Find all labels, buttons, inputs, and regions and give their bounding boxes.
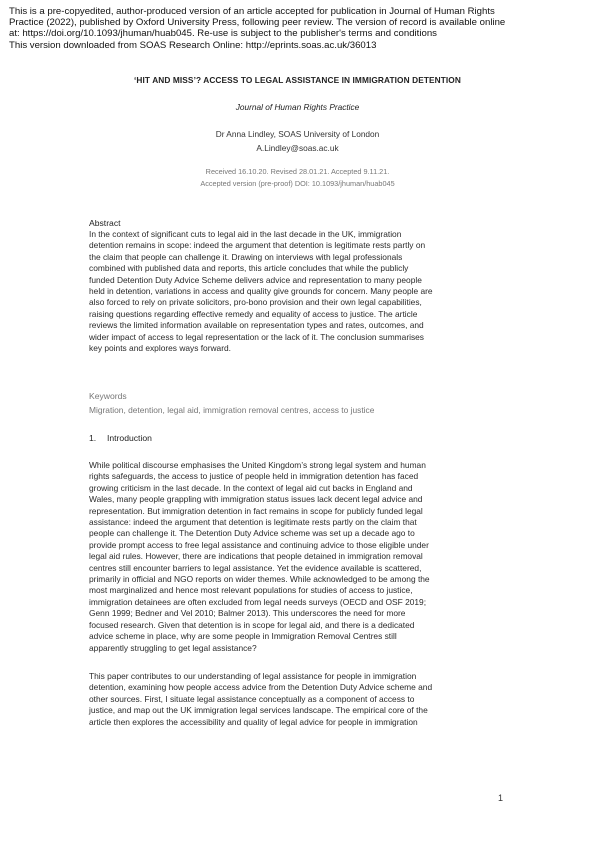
paragraph-line: representation. But immigration detention in fact remains in scope for publicly funded legal bbox=[89, 505, 423, 516]
journal-name: Journal of Human Rights Practice bbox=[235, 102, 360, 112]
abstract-line: In the context of significant cuts to legal aid in the last decade in the UK, immigration bbox=[89, 229, 402, 239]
notice-line: This version downloaded from SOAS Research Online: http://eprints.soas.ac.uk/36013 bbox=[9, 39, 377, 51]
page-number: 1 bbox=[498, 793, 504, 803]
abstract-line: key points and explores ways forward. bbox=[89, 343, 231, 354]
dates-line-1: Received 16.10.20. Revised 28.01.21. Accepted 9.11.21. bbox=[205, 167, 390, 176]
paragraph-line: justice, and map out the UK immigration legal services landscape. The empirical core of the bbox=[89, 705, 428, 716]
abstract-line: raising questions regarding effective remedy and equality of access to justice. The article bbox=[89, 308, 418, 319]
paragraph-line: people can challenge it. The Detention Duty Advice scheme was set up a decade ago to bbox=[89, 528, 415, 539]
paragraph-line: provide prompt access to free legal assistance and continuing advice to those eligible under bbox=[89, 539, 429, 550]
paragraph-line: growing criticism in the last decade. In the context of legal aid cut backs in England and bbox=[89, 482, 413, 493]
paragraph-line: detention, examining how people access advice from the Detention Duty Advice scheme and bbox=[89, 682, 433, 693]
paragraph-line: apparently struggling to get legal assistance? bbox=[89, 642, 257, 653]
abstract-line: the claim that people can challenge it. Drawing on interviews with legal professionals bbox=[89, 251, 403, 262]
abstract-line: combined with published data and reports, this article concludes that while the publicly bbox=[89, 263, 409, 274]
section-title: Introduction bbox=[107, 433, 152, 443]
abstract-line: held in detention, variations in access and quality give grounds for concern. Many people are bbox=[89, 286, 433, 297]
paragraph-line: advice scheme in place, why are some people in Immigration Removal Centres still bbox=[89, 631, 397, 642]
dates-line-2: Accepted version (pre-proof) DOI: 10.1093/jhuman/huab045 bbox=[200, 179, 395, 188]
notice-line: at: https://doi.org/10.1093/jhuman/huab045. Re-use is subject to the publisher's terms and conditions bbox=[9, 28, 437, 40]
copyright-notice bbox=[9, 6, 509, 51]
abstract-line: detention remains in scope: indeed the argument that detention is legitimate rests partly on bbox=[89, 240, 426, 251]
introduction-heading bbox=[89, 433, 152, 443]
section-number: 1. bbox=[89, 433, 97, 443]
paragraph-line: This paper contributes to our understanding of legal assistance for people in immigration bbox=[89, 671, 417, 681]
paragraph-line: most marginalized and hence most relevant populations for studies of access to justice, bbox=[89, 585, 413, 596]
paragraph-line: centres still encounter barriers to legal assistance. Yet the evidence available is scattered, bbox=[89, 562, 422, 573]
notice-line: This is a pre-copyedited, author-produced version of an article accepted for publication in Journal of Human Rights bbox=[9, 6, 495, 17]
article-title: ‘HIT AND MISS’? ACCESS TO LEGAL ASSISTANCE IN IMMIGRATION DETENTION bbox=[134, 75, 461, 85]
author-name: Dr Anna Lindley, SOAS University of London bbox=[215, 129, 380, 139]
abstract-line: funded Detention Duty Advice Scheme delivers advice and representation to many people bbox=[89, 274, 422, 285]
abstract-line: wider impact of access to legal representation or the lack of it. The conclusion summarises bbox=[89, 331, 424, 342]
keywords-text: Migration, detention, legal aid, immigration removal centres, access to justice bbox=[89, 405, 375, 415]
paragraph-line: While political discourse emphasises the United Kingdom’s strong legal system and human bbox=[89, 460, 426, 470]
abstract-line: also forced to rely on private solicitors, pro-bono provision and their own legal capabilities, bbox=[89, 297, 422, 308]
paragraph-line: Wales, many people grappling with immigration status issues lack decent legal advice and bbox=[89, 494, 423, 505]
notice-line: Practice (2022), published by Oxford University Press, following peer review. The version of record is available online bbox=[9, 17, 506, 29]
paragraph-line: immigration detainees are often excluded from legal needs surveys (OECD and OSF 2019; bbox=[89, 596, 427, 607]
paragraph-line: article then explores the accessibility and quality of legal advice for people in immigration bbox=[89, 716, 418, 727]
paragraph-line: assistance: indeed the argument that detention is legitimate rests partly on the claim that bbox=[89, 517, 417, 528]
author-email[interactable]: A.Lindley@soas.ac.uk bbox=[256, 143, 339, 153]
paragraph-line: Genn 1999; Bedner and Vel 2010; Balmer 2013). This underscores the need for more bbox=[89, 608, 406, 619]
paragraph-line: other sources. First, I situate legal assistance conceptually as a component of access to bbox=[89, 693, 415, 704]
paragraph-line: rights safeguards, the access to justice of people held in immigration detention has faced bbox=[89, 471, 419, 482]
author-block bbox=[0, 127, 595, 155]
abstract-text bbox=[89, 229, 509, 354]
article-dates bbox=[0, 166, 595, 190]
intro-paragraph-2 bbox=[89, 671, 509, 728]
paragraph-line: legal aid rules. However, there are indications that people detained in immigration removal bbox=[89, 551, 423, 562]
abstract-heading: Abstract bbox=[89, 218, 121, 228]
paragraph-line: focused research. Given that detention is in scope for legal aid, and there is a dedicated bbox=[89, 619, 415, 630]
paragraph-line: primarily in official and NGO reports on wider themes. While acknowledged to be among the bbox=[89, 574, 430, 585]
abstract-line: reviews the limited information available on representation types and rates, outcomes, and bbox=[89, 320, 424, 331]
keywords-heading: Keywords bbox=[89, 391, 127, 401]
intro-paragraph-1 bbox=[89, 460, 509, 654]
